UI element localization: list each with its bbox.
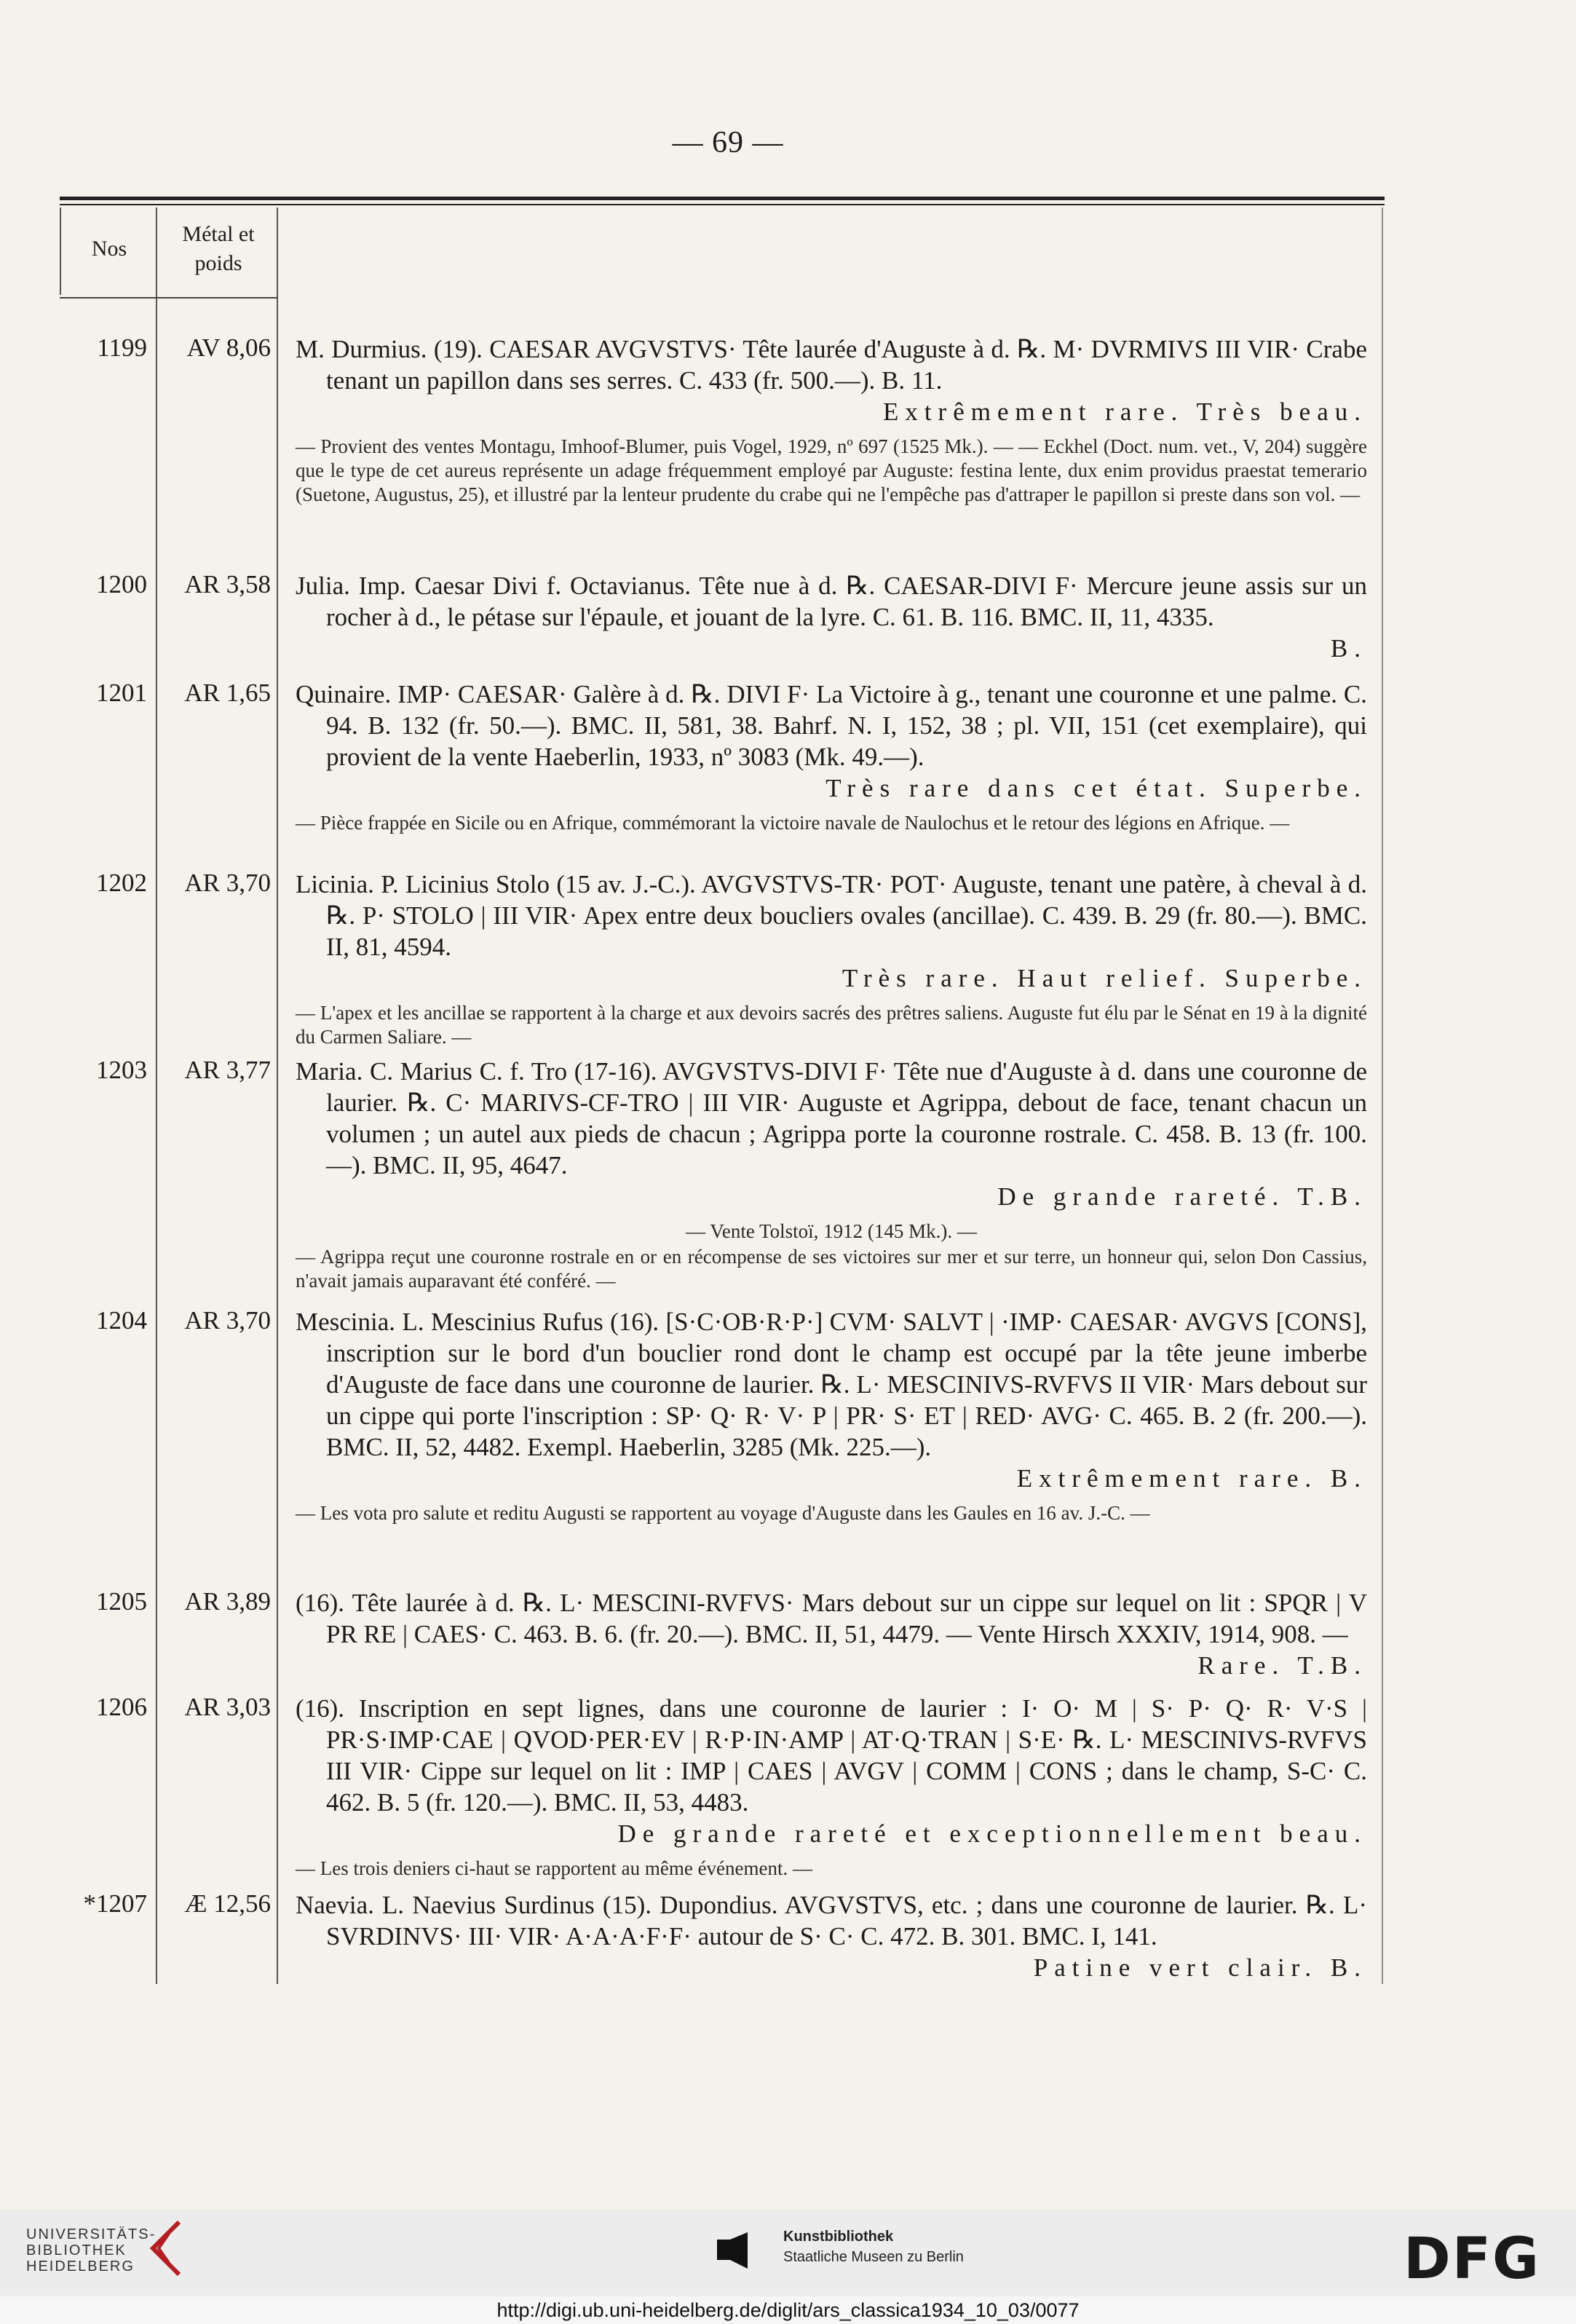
- entry-verdict: Extrêmement rare. Très beau.: [882, 398, 1367, 426]
- entry-text: Naevia. L. Naevius Surdinus (15). Dupondius. AVGVSTVS, etc. ; dans une couronne de laurier. ℞. L· SVRDINVS· III· VIR· A·A·A·F·F· autour de S· C· C. 472. B. 301. BMC. I, 141.: [296, 1891, 1367, 1951]
- entry-number: 1205: [96, 1587, 147, 1616]
- entry-metal-weight: AR 3,70: [184, 869, 271, 897]
- entry-description: [296, 1889, 1367, 1983]
- entry-description: [296, 1306, 1367, 1525]
- entry-note: — Pièce frappée en Sicile ou en Afrique, commémorant la victoire navale de Naulochus et le retour des légions en Afrique. —: [296, 812, 1290, 834]
- entry-number: 1204: [96, 1306, 147, 1335]
- entry-metal-weight: AV 8,06: [186, 333, 271, 362]
- entry-metal-weight: AR 3,03: [184, 1693, 271, 1721]
- column-divider-left: [60, 208, 61, 295]
- entry-metal-weight: AR 3,77: [184, 1056, 271, 1084]
- university-line-1: UNIVERSITÄTS-: [26, 2226, 157, 2242]
- entry-verdict: Très rare dans cet état. Superbe.: [825, 774, 1367, 802]
- entry-verdict: De grande rareté et exceptionnellement beau.: [617, 1819, 1367, 1848]
- kunstbibliothek-logo-icon: [717, 2229, 748, 2269]
- entry-verdict: B.: [1330, 634, 1367, 663]
- entry-text: Licinia. P. Licinius Stolo (15 av. J.-C.). AVGVSTVS-TR· POT· Auguste, tenant une patère, à cheval à d. ℞. P· STOLO | III VIR· Apex entre deux boucliers ovales (ancillae). C. 439. B. 29 (fr. 80.—). BMC. II, 81, 4594.: [296, 870, 1367, 961]
- entry-note: — Les vota pro salute et reditu Augusti se rapportent au voyage d'Auguste dans les Gaules en 16 av. J.-C. —: [296, 1502, 1150, 1524]
- entry-number: 1199: [97, 333, 147, 362]
- entry-note: — Les trois deniers ci-haut se rapportent au même événement. —: [296, 1857, 813, 1879]
- entry-description: [296, 570, 1367, 664]
- university-line-2: BIBLIOTHEK: [26, 2242, 127, 2258]
- entry-verdict: Extrêmement rare. B.: [1016, 1464, 1367, 1493]
- entry-verdict: De grande rareté. T.B.: [997, 1182, 1367, 1211]
- university-line-3: HEIDELBERG: [26, 2258, 135, 2274]
- entry-description: [296, 679, 1367, 835]
- column-header-nos: Nos: [91, 237, 127, 261]
- entry-number: 1203: [96, 1056, 147, 1084]
- entry-text: Maria. C. Marius C. f. Tro (17-16). AVGVSTVS-DIVI F· Tête nue d'Auguste à d. dans une couronne de laurier. ℞. C· MARIVS-CF-TRO | III VIR· Auguste et Agrippa, debout de face, tenant chacun un volumen ; un autel aux pieds de chacun ; Agrippa porte la couronne rostrale. C. 458. B. 13 (fr. 100.—). BMC. II, 95, 4647.: [296, 1057, 1367, 1179]
- kunstbibliothek-label: [783, 2226, 964, 2267]
- entry-description: [296, 1056, 1367, 1293]
- entry-number: 1202: [96, 869, 147, 897]
- kunstbibliothek-title: Kunstbibliothek: [783, 2229, 894, 2245]
- source-url[interactable]: http://digi.ub.uni-heidelberg.de/diglit/ars_classica1934_10_03/0077: [0, 2297, 1576, 2324]
- entry-number: 1200: [96, 570, 147, 598]
- entry-description: [296, 1693, 1367, 1881]
- top-rule-thick: [60, 197, 1385, 200]
- column-divider-right: [1382, 208, 1383, 1984]
- column-divider-1: [156, 208, 157, 1984]
- dfg-logo: DFG: [1403, 2226, 1541, 2292]
- column-divider-2: [277, 208, 278, 1984]
- entry-note: — Agrippa reçut une couronne rostrale en or en récompense de ses victoires sur mer et sur terre, un honneur qui, selon Don Cassius, n'avait jamais auparavant été conféré. —: [296, 1246, 1367, 1292]
- entry-text: (16). Tête laurée à d. ℞. L· MESCINI-RVFVS· Mars debout sur un cippe sur lequel on lit : SPQR | V PR RE | CAES· C. 463. B. 6. (fr. 20.—). BMC. II, 51, 4479. — Vente Hirsch XXXIV, 1914, 908. —: [296, 1589, 1367, 1648]
- entry-verdict: Très rare. Haut relief. Superbe.: [842, 964, 1367, 992]
- entry-description: [296, 1587, 1367, 1681]
- entry-number: 1206: [96, 1693, 147, 1721]
- entry-text: Quinaire. IMP· CAESAR· Galère à d. ℞. DIVI F· La Victoire à g., tenant une couronne et une palme. C. 94. B. 132 (fr. 50.—). BMC. II, 581, 38. Bahrf. N. I, 152, 38 ; pl. VII, 151 (cet exemplaire), qui provient de la vente Haeberlin, 1933, nº 3083 (Mk. 49.—).: [296, 680, 1367, 771]
- column-header-metal: Métal et poids: [182, 222, 255, 275]
- entry-metal-weight: AR 3,58: [184, 570, 271, 598]
- university-logo-icon: [143, 2219, 186, 2280]
- entry-note: — L'apex et les ancillae se rapportent à la charge et aux devoirs sacrés des prêtres saliens. Auguste fut élu par le Sénat en 19 à la dignité du Carmen Saliare. —: [296, 1002, 1367, 1048]
- university-library-label: [26, 2226, 156, 2274]
- entry-verdict: Rare. T.B.: [1197, 1651, 1367, 1680]
- entry-description: [296, 869, 1367, 1049]
- entry-text: Mescinia. L. Mescinius Rufus (16). [S·C·OB·R·P·] CVM· SALVT | ·IMP· CAESAR· AVGVS [CONS], inscription sur le bord d'un bouclier rond dont le champ est occupé par la tête jeune imberbe d'Auguste de face dans une couronne de laurier. ℞. L· MESCINIVS-RVFVS II VIR· Mars debout sur un cippe qui porte l'inscription : SP· Q· R· V· P | PR· S· ET | RED· AVG· C. 465. B. 2 (fr. 200.—). BMC. II, 52, 4482. Exempl. Haeberlin, 3285 (Mk. 225.—).: [296, 1308, 1367, 1461]
- entry-description: [296, 333, 1367, 507]
- entry-number: *1207: [83, 1889, 147, 1918]
- entry-verdict: Patine vert clair. B.: [1033, 1953, 1367, 1982]
- header-rule: [60, 297, 278, 299]
- entry-metal-weight: Æ 12,56: [184, 1889, 271, 1918]
- kunstbibliothek-subtitle: Staatliche Museen zu Berlin: [783, 2249, 964, 2265]
- entry-metal-weight: AR 3,70: [184, 1306, 271, 1335]
- entry-text: (16). Inscription en sept lignes, dans une couronne de laurier : I· O· M | S· P· Q· R· V·S | PR·S·IMP·CAE | QVOD·PER·EV | R·P·IN·AMP | AT·Q·TRAN | S·E· ℞. L· MESCINIVS-RVFVS III VIR· Cippe sur lequel on lit : IMP | CAES | AVGV | COMM | CONS ; dans le champ, S-C· C. 462. B. 5 (fr. 120.—). BMC. II, 53, 4483.: [296, 1694, 1367, 1817]
- page-number: — 69 —: [672, 126, 784, 159]
- entry-note: — Provient des ventes Montagu, Imhoof-Blumer, puis Vogel, 1929, nº 697 (1525 Mk.). — — Eckhel (Doct. num. vet., V, 204) suggère que le type de cet aureus représente un adage fréquemment employé par Auguste: festina lente, dux enim providus praestat temerario (Suetone, Augustus, 25), et illustré par la lenteur prudente du crabe qui ne l'empêche pas d'attraper le papillon si preste dans son vol. —: [296, 435, 1367, 505]
- entry-metal-weight: AR 3,89: [184, 1587, 271, 1616]
- entry-note: — Vente Tolstoï, 1912 (145 Mk.). —: [686, 1220, 977, 1242]
- entry-metal-weight: AR 1,65: [184, 679, 271, 707]
- entry-number: 1201: [96, 679, 147, 707]
- entry-text: Julia. Imp. Caesar Divi f. Octavianus. Tête nue à d. ℞. CAESAR-DIVI F· Mercure jeune assis sur un rocher à d., le pétase sur l'épaule, et jouant de la lyre. C. 61. B. 116. BMC. II, 11, 4335.: [296, 572, 1367, 631]
- top-rule-thin: [60, 204, 1385, 205]
- entry-text: M. Durmius. (19). CAESAR AVGVSTVS· Tête laurée d'Auguste à d. ℞. M· DVRMIVS III VIR· Crabe tenant un papillon dans ses serres. C. 433 (fr. 500.—). B. 11.: [296, 335, 1367, 395]
